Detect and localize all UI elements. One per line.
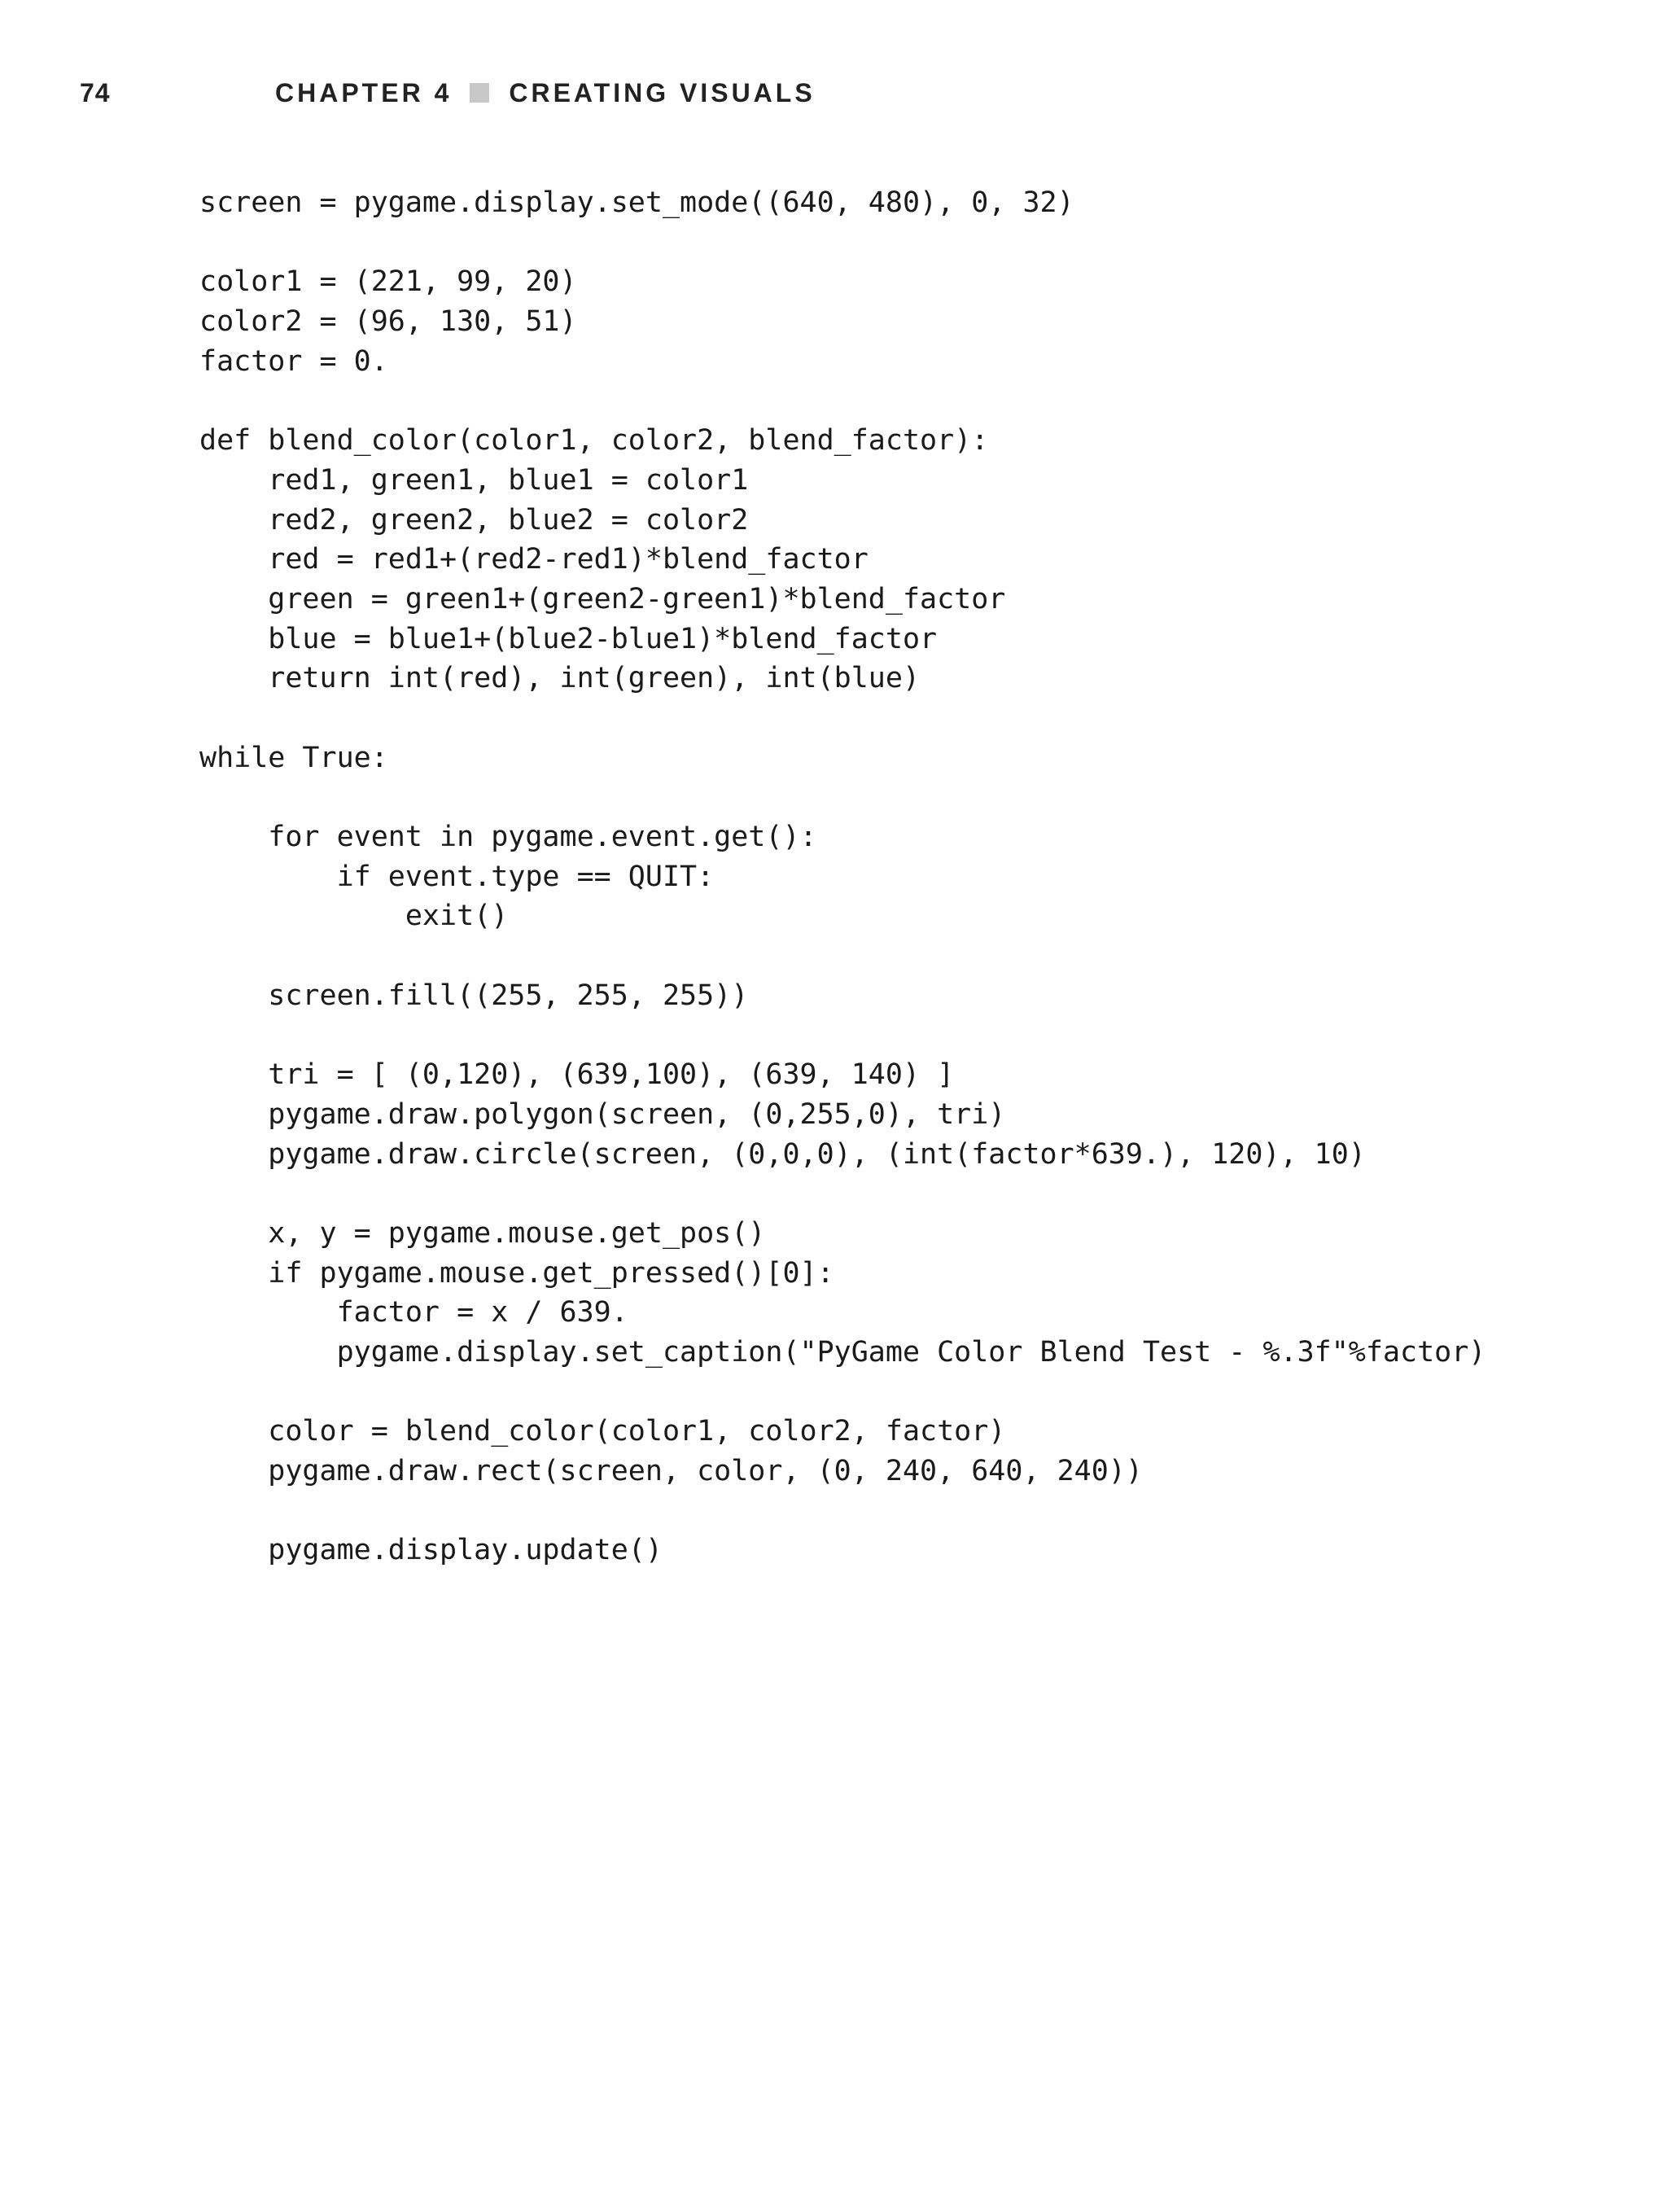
code-line (199, 223, 1583, 263)
code-line (199, 1373, 1583, 1413)
code-line: pygame.display.set_caption("PyGame Color Blend Test - %.3f"%factor) (199, 1335, 1486, 1369)
code-line (199, 936, 1583, 976)
code-line: screen.fill((255, 255, 255)) (199, 979, 749, 1012)
code-line (199, 777, 1583, 817)
code-line (199, 1015, 1583, 1055)
code-line: x, y = pygame.mouse.get_pos() (199, 1216, 766, 1250)
code-line: color2 = (96, 130, 51) (199, 305, 577, 339)
code-line: color = blend_color(color1, color2, factor) (199, 1415, 1006, 1448)
code-line: red2, green2, blue2 = color2 (199, 503, 749, 537)
code-line: factor = x / 639. (199, 1296, 628, 1329)
running-head (80, 75, 816, 111)
code-line: exit() (199, 900, 509, 933)
code-line: def blend_color(color1, color2, blend_factor): (199, 424, 989, 458)
chapter-label: CHAPTER 4 (275, 77, 453, 107)
code-line: return int(red), int(green), int(blue) (199, 662, 921, 695)
code-line: green = green1+(green2-green1)*blend_factor (199, 582, 1006, 615)
code-line (199, 1174, 1583, 1214)
code-line: if pygame.mouse.get_pressed()[0]: (199, 1256, 834, 1290)
section-title: CREATING VISUALS (509, 77, 816, 107)
code-line: pygame.draw.circle(screen, (0,0,0), (int(factor*639.), 120), 10) (199, 1137, 1366, 1171)
code-line: red = red1+(red2-red1)*blend_factor (199, 543, 869, 576)
code-line: blue = blue1+(blue2-blue1)*blend_factor (199, 622, 938, 655)
code-line: pygame.display.update() (199, 1534, 663, 1567)
code-line (199, 381, 1583, 421)
page-number: 74 (80, 77, 111, 107)
code-line: factor = 0. (199, 344, 388, 378)
code-line: tri = [ (0,120), (639,100), (639, 140) ] (199, 1058, 955, 1092)
code-line (199, 699, 1583, 738)
separator-square-icon (470, 83, 489, 103)
code-line: red1, green1, blue1 = color1 (199, 463, 749, 497)
code-line: screen = pygame.display.set_mode((640, 480), 0, 32) (199, 186, 1074, 219)
code-line: while True: (199, 741, 388, 774)
code-line: if event.type == QUIT: (199, 860, 715, 893)
code-line: pygame.draw.rect(screen, color, (0, 240, 640, 240)) (199, 1455, 1143, 1487)
code-line: for event in pygame.event.get(): (199, 821, 817, 853)
code-line (199, 1491, 1583, 1531)
code-line: pygame.draw.polygon(screen, (0,255,0), tri) (199, 1097, 1006, 1131)
code-line: color1 = (221, 99, 20) (199, 265, 577, 299)
code-listing (199, 183, 1583, 1570)
